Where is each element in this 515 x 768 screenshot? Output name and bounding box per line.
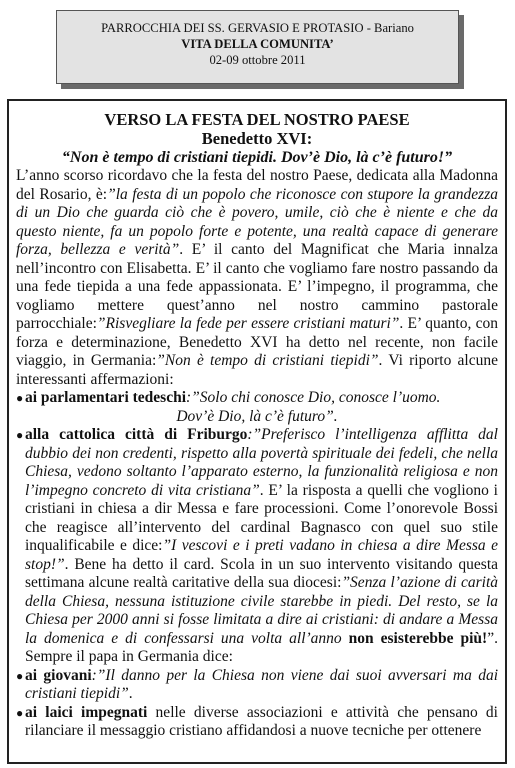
bullet-laity	[16, 704, 498, 741]
intro-quote-3: ”Non è tempo di cristiani tiepidi”	[156, 352, 379, 369]
bullet-quote-2: ”I vescovi e i preti vadano in chiesa a dire Messa e stop!”	[25, 537, 499, 573]
intro-text-b: . E’ il canto del Magnificat che Maria innalza nell’incontro con Elisabetta. E’ il canto che vogliamo fare nostro passando da una fede tiepida a una fede appassionata. E’ l’impegno, il programma, che vogliamo mettere quest’anno nel nostro cammino pastorale parrocchiale:	[16, 241, 498, 332]
newsletter-header	[56, 10, 459, 84]
bullet-label: ai giovani	[25, 666, 92, 684]
bullet-label: alla cattolica città di Friburgo	[25, 426, 248, 443]
bullet-icon: ●	[16, 668, 24, 683]
bullet-quote: :”Il danno per la Chiesa non viene dai suoi avversari ma dai cristiani tiepidi”	[25, 666, 499, 702]
bullet-icon: ●	[16, 391, 24, 405]
intro-text-c: . E’ quanto, con forza e determinazione, Benedetto XVI ha detto nel recente, non facile viaggio, in Germania:	[16, 315, 498, 369]
bullet-text-3: ”. Sempre il papa in Germania dice:	[25, 629, 498, 665]
bullet-icon: ●	[16, 428, 24, 442]
section-title: VITA DELLA COMUNITA’	[181, 37, 334, 51]
intro-quote-2: ”Risvegliare la fede per essere cristiani maturi”	[96, 315, 400, 332]
bullet-label: ai parlamentari tedeschi	[25, 389, 187, 406]
bullet-parliament	[16, 389, 498, 408]
intro-text-d: . Vi riporto alcune interessanti affermazioni:	[16, 352, 498, 388]
article-box	[7, 99, 507, 764]
intro-paragraph	[16, 167, 498, 389]
bullet-text: nelle diverse associazioni e attività che pensano di rilanciare il messaggio cristiano affidandosi a nuove tecniche per ottenere	[25, 703, 498, 739]
bullet-icon: ●	[16, 705, 24, 720]
article-title: VERSO LA FESTA DEL NOSTRO PAESE	[104, 110, 410, 129]
bullet-quote: :”Solo chi conosce Dio, conosce l’uomo.	[186, 389, 441, 406]
bullet-bold-quote: non esisterebbe più!	[348, 629, 488, 647]
bullet-end: .	[128, 685, 133, 702]
issue-dates: 02-09 ottobre 2011	[209, 53, 306, 67]
bullet-quote-line-2: Dov’è Dio, là c’è futuro”.	[176, 407, 338, 425]
bullet-label: ai laici impegnati	[25, 703, 148, 721]
bullet-friburgo	[16, 426, 498, 667]
bullet-youth	[16, 667, 498, 704]
bullet-text: . E’ la risposta a quelli che vogliono i cristiani in chiesa a dir Messa e fare processioni. Come l’onorevole Bossi che reagisce all’intervento del cardinal Bagnasco con quel suo stile inqualificabile e dice:	[25, 481, 498, 554]
intro-text-a: L’anno scorso ricordavo che la festa del nostro Paese, dedicata alla Madonna del Rosario, è:	[16, 167, 498, 203]
bullet-quote-3: ”Senza l’azione di carità della Chiesa, nessuna istituzione civile starebbe in piedi. Del resto, se la Chiesa per 2000 anni si fosse limitata a dire ai cristiani: di andare a Messa la domenica e di confessarsi una volta all’anno	[25, 574, 498, 647]
article-quote: “Non è tempo di cristiani tiepidi. Dov’è Dio, là c’è futuro!”	[61, 149, 453, 166]
article-subtitle: Benedetto XVI:	[201, 129, 313, 148]
bullet-text-2: . Bene ha detto il card. Scola in un suo intervento visitando questa settimana alcune realtà caritative della sua diocesi:	[25, 555, 498, 591]
bullet-quote: :”Preferisco l’intelligenza afflitta dal dubbio dei non credenti, rispetto alla povertà spirituale dei fedeli, che nella Chiesa, vedono soltanto l’apparato esterno, la funzionalità religiosa e non l’impegno concreto di vita cristiana”	[25, 426, 498, 499]
parish-name: PARROCCHIA DEI SS. GERVASIO E PROTASIO - Bariano	[101, 21, 414, 35]
intro-quote: ”la festa di un popolo che riconosce con stupore la grandezza di un Dio che guarda ciò che è povero, umile, ciò che è niente e che da questo niente, fa un popolo forte e potente, una realtà capace di generare forza, bellezza e verità”	[16, 185, 498, 258]
